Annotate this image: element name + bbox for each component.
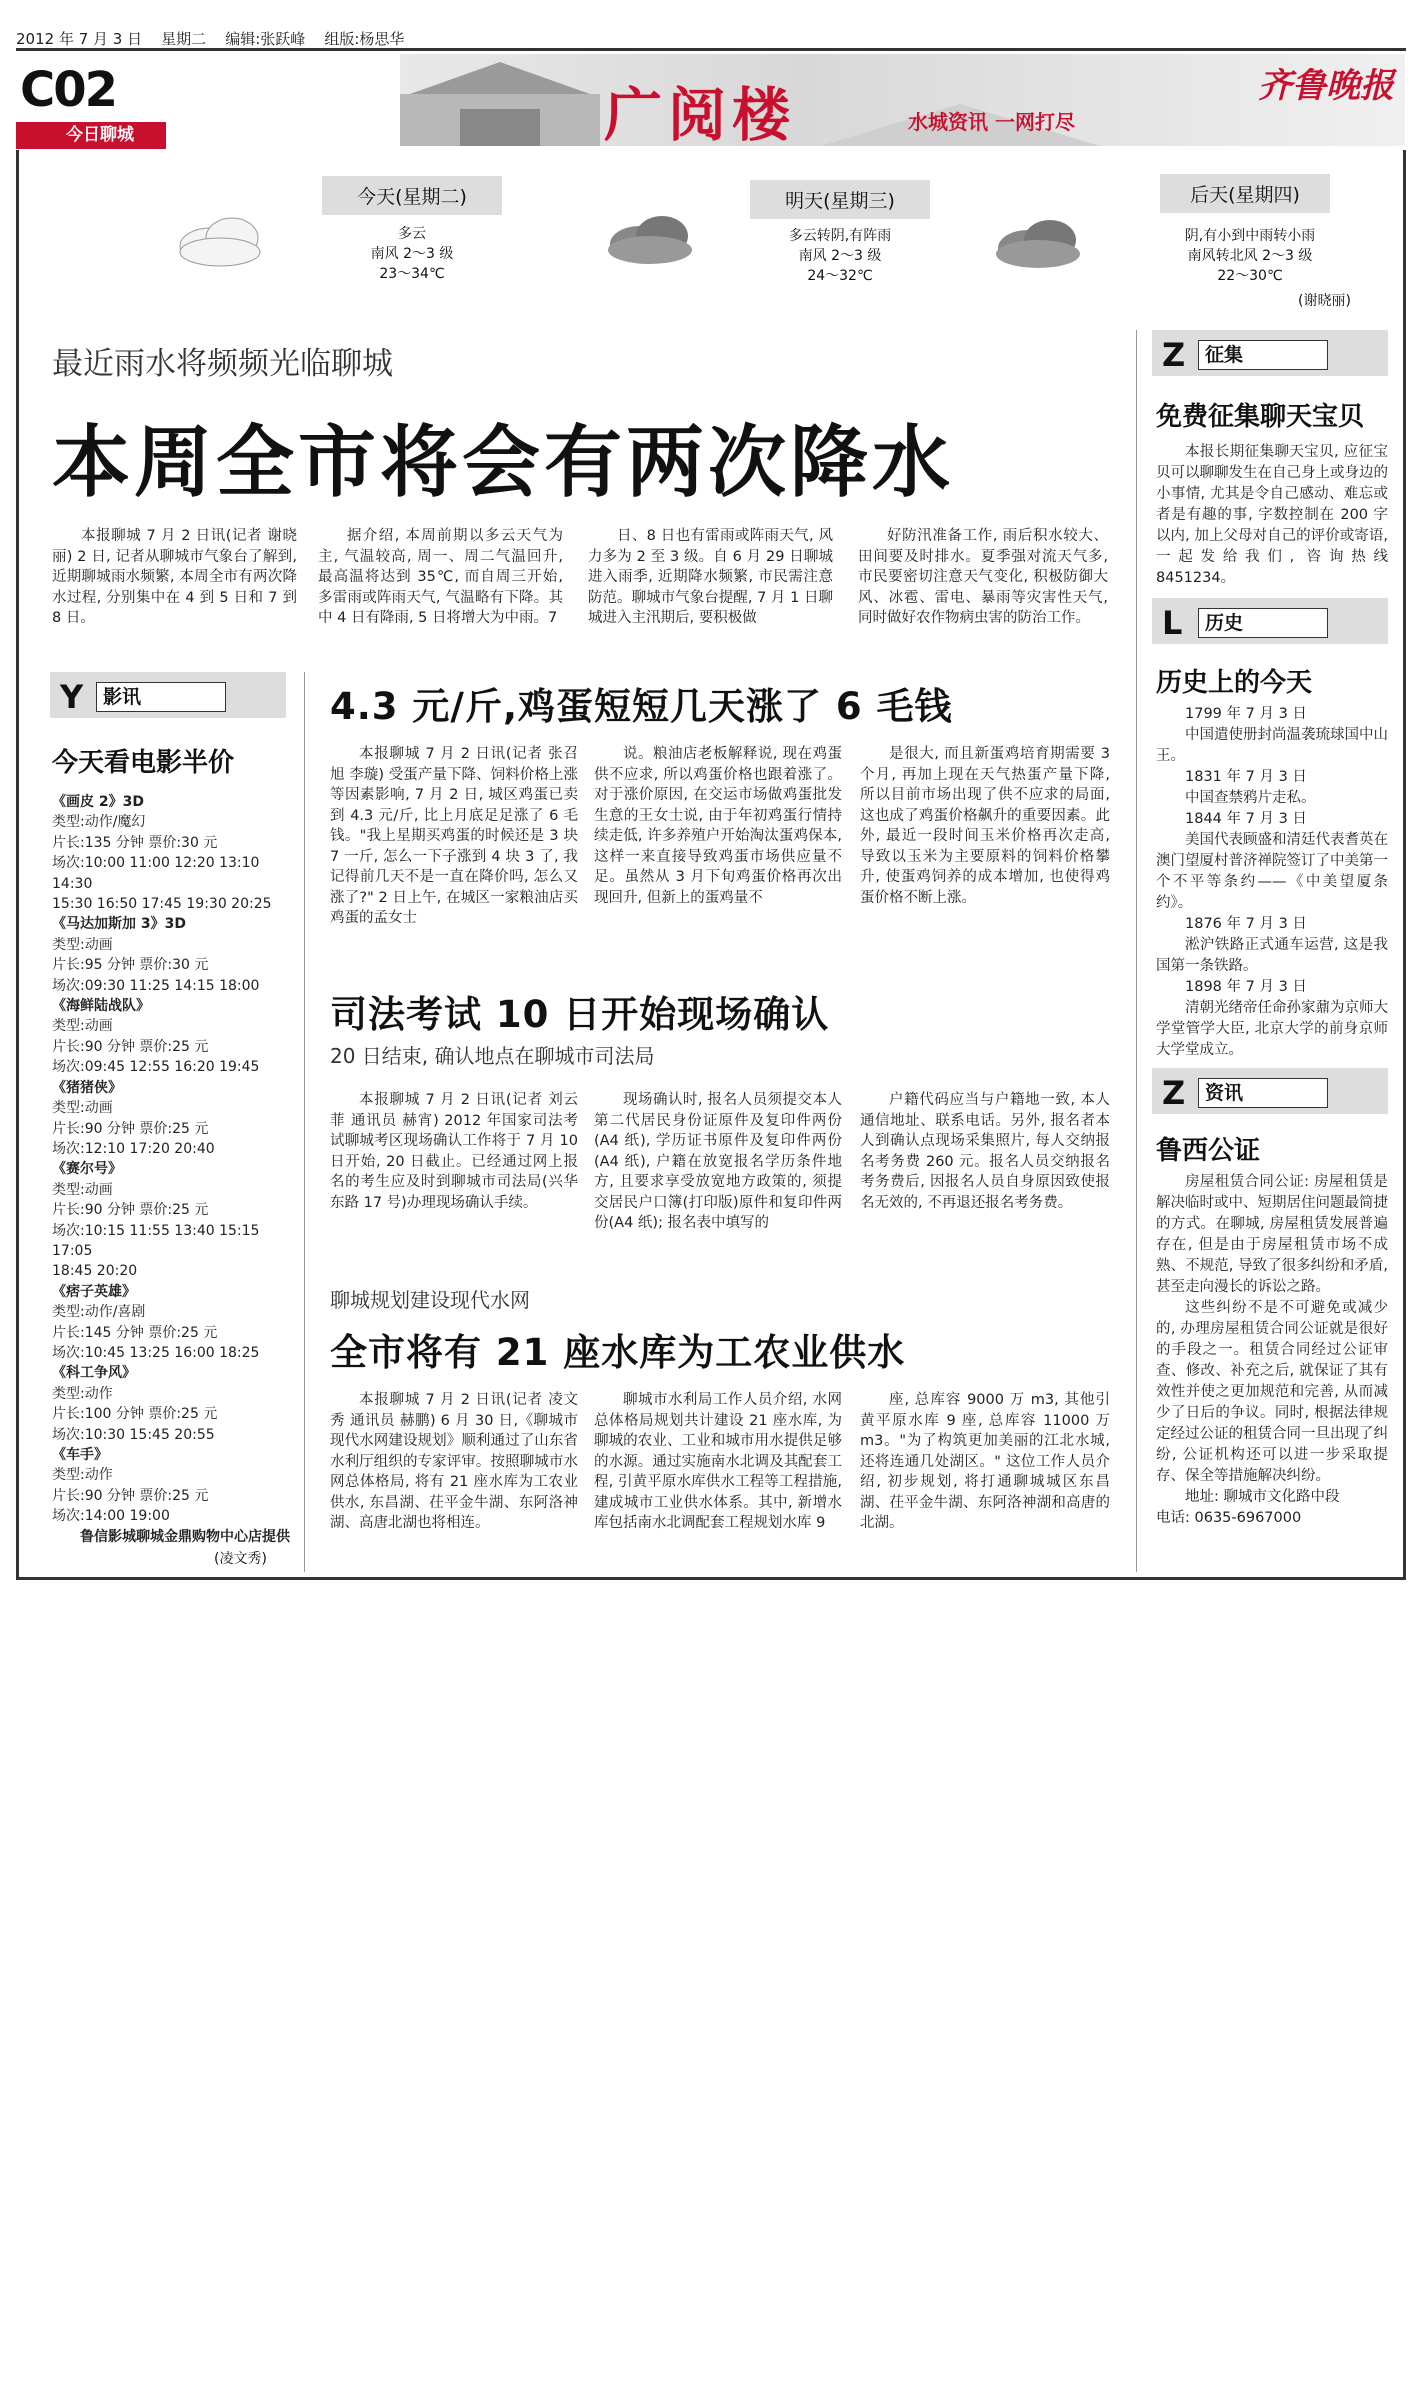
water-column: 座, 总库容 9000 万 m3, 其他引黄平原水库 9 座, 总库容 11000 万 m3。"为了构筑更加美丽的江北水城, 还将连通几处湖区。" 这位工作人员介绍, 初步规划, 将打通聊城城区东昌湖、茌平金牛湖、东阿洛神湖和高唐的北湖。: [860, 1392, 1110, 1531]
egg-column: 本报聊城 7 月 2 日讯(记者 张召旭 李璇) 受蛋产量下降、饲料价格上涨等因素影响, 7 月 2 日, 城区鸡蛋已卖到 4.3 元/斤, 比上月底足足涨了 6 毛钱。"我上星期买鸡蛋的时候还是 3 块 7 一斤, 怎么一下子涨到 4 块 3 了, 我记得前几天不是一直在降价吗, 怎么又涨了?" 2 日上午, 在城区一家粮油店买鸡蛋的孟女士: [330, 746, 578, 926]
movie-name: 《痞子英雄》: [52, 1283, 136, 1300]
movie-detail: 片长:95 分钟 票价:30 元: [52, 957, 209, 974]
lead-column: 本报聊城 7 月 2 日讯(记者 谢晓丽) 2 日, 记者从聊城市气象台了解到, 近期聊城雨水频繁, 本周全市有两次降水过程, 分别集中在 4 到 5 日和 7 到 8 日。: [52, 528, 297, 626]
movie-detail: 类型:动作: [52, 1467, 113, 1484]
history-list: [1156, 704, 1388, 1061]
movie-detail: 片长:90 分钟 票价:25 元: [52, 1487, 209, 1504]
egg-headline: 4.3 元/斤,鸡蛋短短几天涨了 6 毛钱: [330, 685, 953, 728]
weather-day-label: 今天(星期二): [322, 176, 502, 215]
collect-column-header: Z 征集: [1152, 330, 1388, 376]
lead-column: 日、8 日也有雷雨或阵雨天气, 风力多为 2 至 3 级。自 6 月 29 日聊城进入雨季, 近期降水频繁, 市民需注意防范。聊城市气象台提醒, 7 月 1 日聊城进入主汛期后, 要积极做: [588, 528, 833, 626]
movie-detail: 18:45 20:20: [52, 1263, 138, 1280]
collect-title: 免费征集聊天宝贝: [1156, 402, 1365, 432]
column-divider: [304, 672, 305, 1572]
movie-detail: 类型:动画: [52, 1181, 113, 1198]
movie-detail: 场次:14:00 19:00: [52, 1508, 170, 1525]
movie-detail: 类型:动作: [52, 1385, 113, 1402]
history-date: 1876 年 7 月 3 日: [1185, 916, 1307, 932]
exam-headline: 司法考试 10 日开始现场确认: [330, 993, 830, 1036]
lead-headline: 本周全市将会有两次降水: [52, 418, 955, 508]
exam-column: 户籍代码应当与户籍地一致, 本人通信地址、联系电话。另外, 报名者本人到确认点现场采集照片, 每人交纳报名考务费 260 元。报名人员交纳报名考务费后, 因报名人员自身原因致使报名无效的, 不再退还报名考务费。: [860, 1092, 1110, 1211]
movie-detail: 15:30 16:50 17:45 19:30 20:25: [52, 896, 272, 913]
movie-name: 《马达加斯加 3》3D: [52, 916, 186, 933]
notary-text: 房屋租赁合同公证: 房屋租赁是解决临时或中、短期居住问题最简捷的方式。在聊城, 房屋租赁发展普遍存在, 但是由于房屋租赁市场不成熟、不规范, 导致了很多纠纷和矛盾, 甚至走向漫长的诉讼之路。 这些纠纷不是不可避免或减少的, 办理房屋租赁合同公证就是很好的手段之一。租赁合同经过公证审查、修改、补充之后, 就保证了其有效性并使之更加规范和完善, 从而减少了日后的争议。同时, 根据法律规定经过公证的租赁合同一旦出现了纠纷, 公证机构还可以进一步采取提存、保全等措施解决纠纷。 地址: 聊城市文化路中段 电话: 0635-6967000: [1156, 1174, 1388, 1526]
slogan: 水城资讯 一网打尽: [908, 110, 1075, 134]
lead-column: 据介绍, 本周前期以多云天气为主, 气温较高, 周一、周二气温回升, 最高温将达到 35℃, 而自周三开始, 多雷雨或阵雨天气, 气温略有下降。其中 4 日有降雨, 5 日将增大为中雨。7: [318, 528, 563, 626]
weather-credit: (谢晓丽): [1298, 293, 1351, 309]
water-kicker: 聊城规划建设现代水网: [330, 1288, 530, 1312]
weather-day-label: 后天(星期四): [1160, 174, 1330, 213]
movie-detail: 鲁信影城聊城金鼎购物中心店提供: [80, 1528, 290, 1545]
movie-column-header: Y 影讯: [50, 672, 286, 718]
exam-column: 现场确认时, 报名人员须提交本人第二代居民身份证原件及复印件两份(A4 纸), 学历证书原件及复印件两份(A4 纸), 户籍在放宽报名学历条件地方, 且要求享受放宽地方政策的, 须提交居民户口簿(打印版)原件和复印件两份(A4 纸); 报名表中填写的: [594, 1092, 842, 1231]
movie-name: 《车手》: [52, 1447, 108, 1463]
history-event: 中国遣使册封尚温袭琉球国中山王。: [1156, 727, 1388, 764]
collect-text: 本报长期征集聊天宝贝, 应征宝贝可以聊聊发生在自己身上或身边的小事情, 尤其是令自己感动、难忘或者是有趣的事, 字数控制在 200 字以内, 加上父母对自己的评价或寄语, 一起发给我们, 咨询热线 8451234。: [1156, 444, 1388, 586]
egg-column: 说。粮油店老板解释说, 现在鸡蛋供不应求, 所以鸡蛋价格也跟着涨了。对于涨价原因, 在交运市场做鸡蛋批发生意的王女士说, 由于年初鸡蛋行情持续走低, 许多养殖户开始淘汰蛋鸡保本, 这样一来直接导致鸡蛋市场供应量不足。虽然从 3 月下旬鸡蛋价格再次出现回升, 但新上的蛋鸡量不: [594, 746, 842, 906]
movie-detail: 类型:动画: [52, 936, 113, 953]
history-event: 美国代表顾盛和清廷代表耆英在澳门望厦村普济禅院签订了中美第一个不平等条约——《中美望厦条约》。: [1156, 832, 1388, 911]
movie-name: 《赛尔号》: [52, 1161, 122, 1178]
history-date: 1799 年 7 月 3 日: [1185, 706, 1307, 722]
movie-detail: 场次:12:10 17:20 20:40: [52, 1140, 215, 1157]
brand-logo: 齐鲁晚报: [1258, 66, 1394, 106]
page-number: C02: [20, 62, 117, 118]
movie-detail: 类型:动画: [52, 1100, 113, 1117]
movie-detail: 场次:10:00 11:00 12:20 13:10 14:30: [52, 855, 260, 892]
rain-cloud-icon: [988, 212, 1088, 276]
movie-detail: 场次:10:45 13:25 16:00 18:25: [52, 1344, 260, 1361]
movie-detail: 类型:动作/喜剧: [52, 1304, 146, 1321]
movie-detail: 场次:09:30 11:25 14:15 18:00: [52, 977, 260, 994]
history-event: 清朝光绪帝任命孙家鼐为京师大学堂管学大臣, 北京大学的前身京师大学堂成立。: [1156, 1000, 1388, 1058]
rain-cloud-icon: [600, 208, 700, 272]
cloud-icon: [170, 208, 270, 272]
lead-kicker: 最近雨水将频频光临聊城: [52, 346, 393, 382]
column-divider: [1136, 330, 1137, 1572]
exam-subheadline: 20 日结束, 确认地点在聊城市司法局: [330, 1044, 655, 1068]
city-gate-icon: [400, 54, 1405, 146]
movie-detail: 场次:10:15 11:55 13:40 15:15 17:05: [52, 1222, 260, 1259]
water-column: 聊城市水利局工作人员介绍, 水网总体格局规划共计建设 21 座水库, 为聊城的农业、工业和城市用水提供足够的水源。通过实施南水北调及其配套工程, 引黄平原水库供水工程等工程措施, 建成城市工业供水体系。其中, 新增水库包括南水北调配套工程规划水库 9: [594, 1392, 842, 1531]
section-label: 今日聊城: [16, 122, 166, 149]
movie-detail: 片长:135 分钟 票价:30 元: [52, 834, 218, 851]
notary-column-header: Z 资讯: [1152, 1068, 1388, 1114]
dateline: 2012 年 7 月 3 日 星期二 编辑:张跃峰 组版:杨思华: [16, 30, 405, 48]
weather-day-label: 明天(星期三): [750, 180, 930, 219]
movie-detail: 场次:09:45 12:55 16:20 19:45: [52, 1059, 260, 1076]
movie-name: 《猪猪侠》: [52, 1079, 122, 1096]
movie-detail: 片长:100 分钟 票价:25 元: [52, 1406, 218, 1423]
page-title: 广阅楼: [604, 81, 797, 149]
history-date: 1831 年 7 月 3 日: [1185, 769, 1307, 785]
movie-credit: (凌文秀): [214, 1551, 267, 1567]
water-headline: 全市将有 21 座水库为工农业供水: [330, 1331, 906, 1374]
movie-detail: 片长:90 分钟 票价:25 元: [52, 1038, 209, 1055]
history-event: 中国查禁鸦片走私。: [1185, 790, 1316, 806]
movie-detail: 类型:动画: [52, 1018, 113, 1035]
movie-detail: 片长:90 分钟 票价:25 元: [52, 1120, 209, 1137]
banner-background: [400, 54, 1405, 146]
history-date: 1844 年 7 月 3 日: [1185, 811, 1307, 827]
movie-title: 今天看电影半价: [52, 748, 235, 778]
water-column: 本报聊城 7 月 2 日讯(记者 凌文秀 通讯员 赫鹏) 6 月 30 日,《聊城市现代水网建设规划》顺利通过了山东省水利厅组织的专家评审。按照聊城市水网总体格局, 将有 21 座水库为工农业供水, 东昌湖、茌平金牛湖、东阿洛神湖、高唐北湖也将相连。: [330, 1392, 578, 1531]
movie-detail: 片长:145 分钟 票价:25 元: [52, 1324, 218, 1341]
lead-column: 好防汛准备工作, 雨后积水较大、田间要及时排水。夏季强对流天气多, 市民要密切注意天气变化, 积极防御大风、冰雹、雷电、暴雨等灾害性天气, 同时做好农作物病虫害的防治工作。: [858, 528, 1108, 626]
movie-name: 《画皮 2》3D: [52, 794, 144, 810]
movie-name: 《科工争风》: [52, 1365, 136, 1382]
movie-detail: 场次:10:30 15:45 20:55: [52, 1426, 215, 1443]
exam-column: 本报聊城 7 月 2 日讯(记者 刘云菲 通讯员 赫宵) 2012 年国家司法考试聊城考区现场确认工作将于 7 月 10 日开始, 20 日截止。已经通过网上报名的考生应及时到聊城市司法局(兴华东路 17 号)办理现场确认手续。: [330, 1092, 578, 1211]
weather-day-info: 多云转阴,有阵雨 南风 2～3 级 24～32℃: [788, 228, 892, 284]
history-title: 历史上的今天: [1156, 668, 1313, 698]
weather-day-info: 阴,有小到中雨转小雨 南风转北风 2～3 级 22～30℃: [1184, 228, 1316, 284]
egg-column: 是很大, 而且新蛋鸡培育期需要 3 个月, 再加上现在天气热蛋产量下降, 所以目前市场出现了供不应求的局面, 这也成了鸡蛋价格飙升的重要因素。此外, 最近一段时间玉米价格再次走高, 导致以玉米为主要原料的饲料价格攀升, 使蛋鸡饲养的成本增加, 也使得鸡蛋价格不断上涨。: [860, 746, 1110, 906]
weather-day-info: 多云 南风 2～3 级 23～34℃: [370, 226, 454, 282]
notary-title: 鲁西公证: [1156, 1136, 1261, 1166]
movie-detail: 片长:90 分钟 票价:25 元: [52, 1202, 209, 1219]
history-event: 淞沪铁路正式通车运营, 这是我国第一条铁路。: [1156, 937, 1388, 974]
movie-detail: 类型:动作/魔幻: [52, 814, 146, 831]
history-column-header: L 历史: [1152, 598, 1388, 644]
movie-name: 《海鲜陆战队》: [52, 998, 150, 1015]
history-date: 1898 年 7 月 3 日: [1185, 979, 1307, 995]
movie-list: [52, 792, 292, 1547]
